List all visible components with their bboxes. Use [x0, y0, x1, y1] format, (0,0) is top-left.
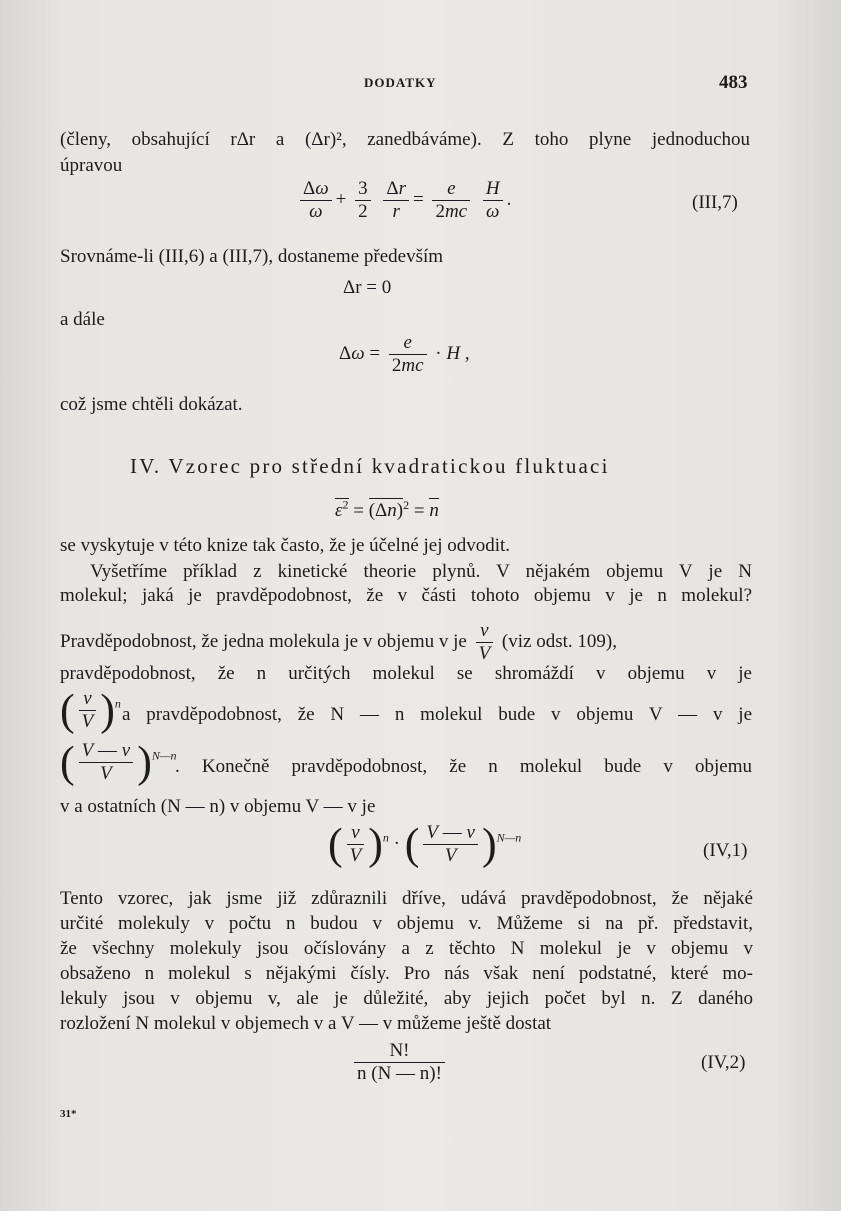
body-p1: se vyskytuje v této knize tak často, že je účelné jej odvodit. [60, 535, 511, 556]
page-number: 483 [719, 72, 748, 93]
fluctuation-formula: $\varepsilon^2 = (\Delta n)^2 = n$ [335, 498, 439, 522]
section-heading: IV. Vzorec pro střední kvadratickou fluktuaci [130, 454, 610, 478]
intro-line-2: úpravou [60, 155, 123, 176]
para2-line5: lekuly jsou v objemu v, ale je důležité, aby jejich počet byl n. Z daného [60, 988, 753, 1009]
intro-line-1: (členy, obsahující rΔr a (Δr)², zanedbáváme). Z toho plyne jednoduchou [60, 129, 750, 150]
running-head: DODATKY [364, 75, 437, 90]
body-p2-line1: Vyšetříme příklad z kinetické theorie plynů. V nějakém objemu V je N [90, 561, 752, 582]
equation-IV-2-label: (IV,2) [701, 1052, 746, 1073]
body-p7: v a ostatních (N — n) v objemu V — v je [60, 796, 376, 817]
body-p2-line2: molekul; jaká je pravděpodobnost, že v části tohoto objemu v je n molekul? [60, 585, 752, 606]
equation-III-7: $\frac{\Delta\omega}{\omega}$ + $\frac{3}{2}$ $\frac{\Delta r}{r}$ = $\frac{e}{2mc}$ $\frac{H}{\omega}$ . [296, 178, 511, 223]
body-p6: . Konečně pravděpodobnost, že n molekul bude v objemu [175, 756, 752, 777]
para2-line1: Tento vzorec, jak jsme již zdůraznili dříve, udává pravděpodobnost, že nějaké [60, 888, 753, 909]
equation-delta-omega: Δω = $\frac{e}{2mc}$ · H , [339, 332, 470, 376]
probability-v-over-V-power-n: ( $\frac{v}{V}$ )$^n$ [60, 685, 121, 735]
equation-IV-1: ( $\frac{v}{V}$ )$^n$ · ( $\frac{V — v}{V}$ )$^{N—n}$ [328, 819, 522, 869]
para2-line3: že všechny molekuly jsou očíslovány a z těchto N molekul je v objemu v [60, 938, 753, 959]
equation-III-7-label: (III,7) [692, 192, 738, 213]
para2-line4: obsaženo n molekul s nějakými čísly. Pro nás však není podstatné, které mo- [60, 963, 753, 984]
body-p4: pravděpodobnost, že n určitých molekul se shromáždí v objemu v je [60, 663, 752, 684]
equation-IV-1-label: (IV,1) [703, 840, 748, 861]
and-further: a dále [60, 309, 105, 330]
body-p3: Pravděpodobnost, že jedna molekula je v objemu v je $\frac{v}{V}$ (viz odst. 109), [60, 620, 617, 664]
conclusion: což jsme chtěli dokázat. [60, 394, 243, 415]
compare-line: Srovnáme-li (III,6) a (III,7), dostaneme především [60, 246, 444, 267]
signature-mark: 31* [60, 1108, 77, 1120]
equation-IV-2-numerator: N! [354, 1040, 445, 1063]
probability-complement-power: ( $\frac{V — v}{V}$ )$^{N—n}$ [60, 737, 177, 787]
para2-line2: určité molekuly v počtu n budou v objemu v. Můžeme si na př. představit, [60, 913, 753, 934]
body-p5: a pravděpodobnost, že N — n molekul bude v objemu V — v je [122, 704, 752, 725]
equation-delta-r: Δr = 0 [343, 277, 392, 298]
equation-IV-2-denominator: n (N — n)! [357, 1063, 442, 1084]
equation-IV-2 [350, 1040, 449, 1085]
para2-line6: rozložení N molekul v objemech v a V — v můžeme ještě dostat [60, 1013, 552, 1034]
body-p3-start: Pravděpodobnost, že jedna molekula je v objemu v je [60, 630, 467, 652]
body-p3-end: (viz odst. 109), [501, 630, 617, 652]
